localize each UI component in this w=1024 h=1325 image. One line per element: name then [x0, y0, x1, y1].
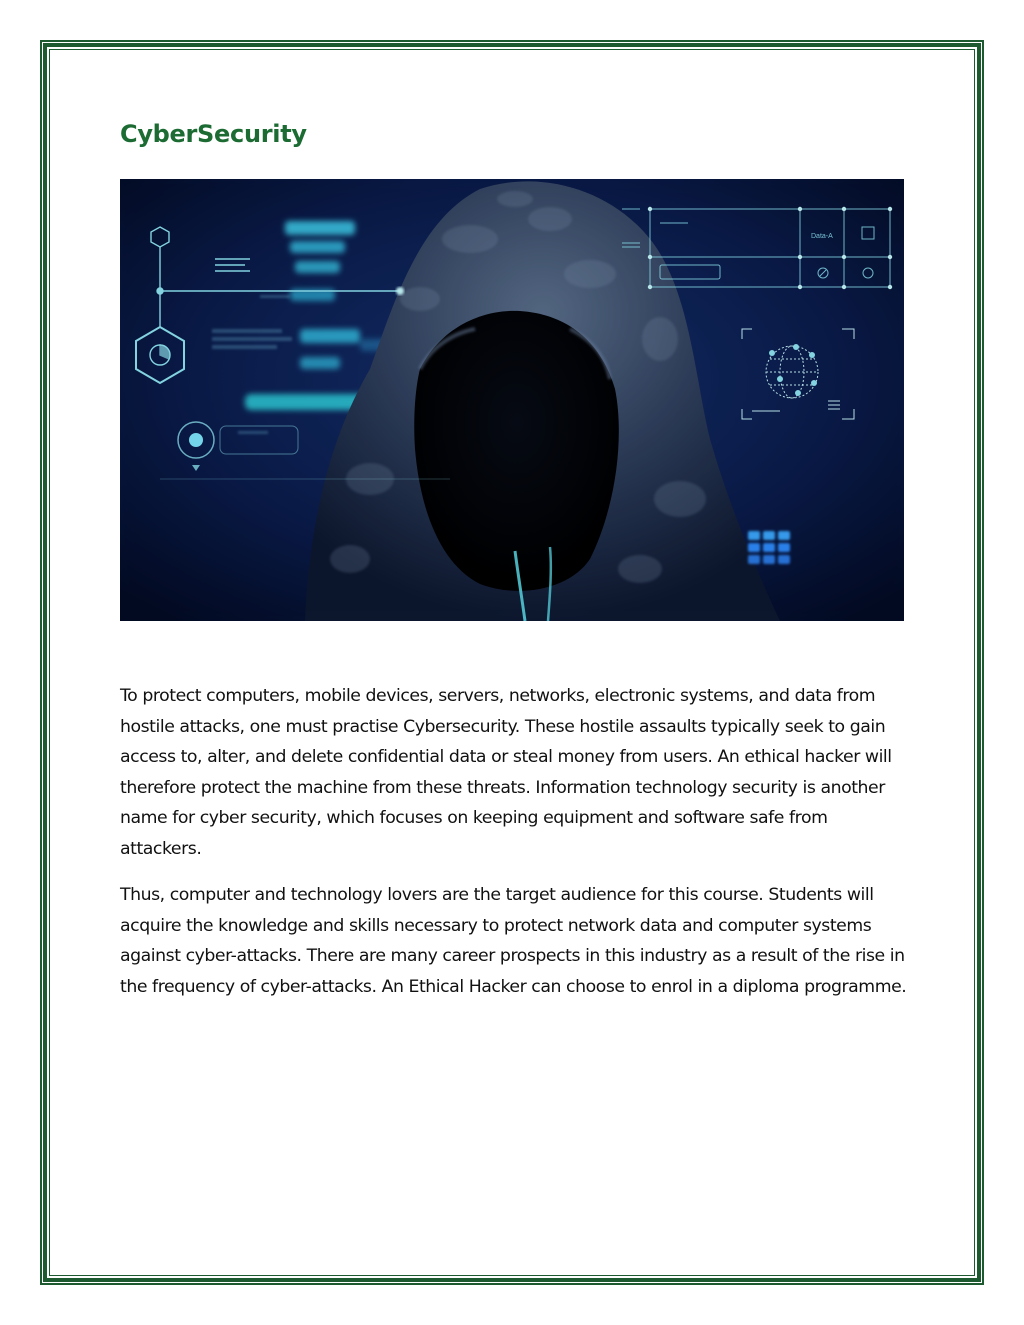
page-title: CyberSecurity	[120, 120, 307, 148]
article-body	[120, 681, 910, 1018]
hud-data-label: Data-A	[811, 233, 833, 240]
body-paragraph-2: Thus, computer and technology lovers are the target audience for this course. Students will acquire the knowledge and skills necessary to protect network data and computer systems against cyber-attacks. There are many career prospects in this industry as a result of the rise in the frequency of cyber-attacks. An Ethical Hacker can choose to enrol in a diploma programme.	[120, 885, 907, 997]
body-paragraph-1: To protect computers, mobile devices, servers, networks, electronic systems, and data from hostile attacks, one must practise Cybersecurity. These hostile assaults typically seek to gain access to, alter, and delete confidential data or steal money from users. An ethical hacker will therefore protect the machine from these threats. Information technology security is another name for cyber security, which focuses on keeping equipment and software safe from attackers.	[120, 686, 892, 859]
hacker-hero-image	[120, 179, 904, 621]
